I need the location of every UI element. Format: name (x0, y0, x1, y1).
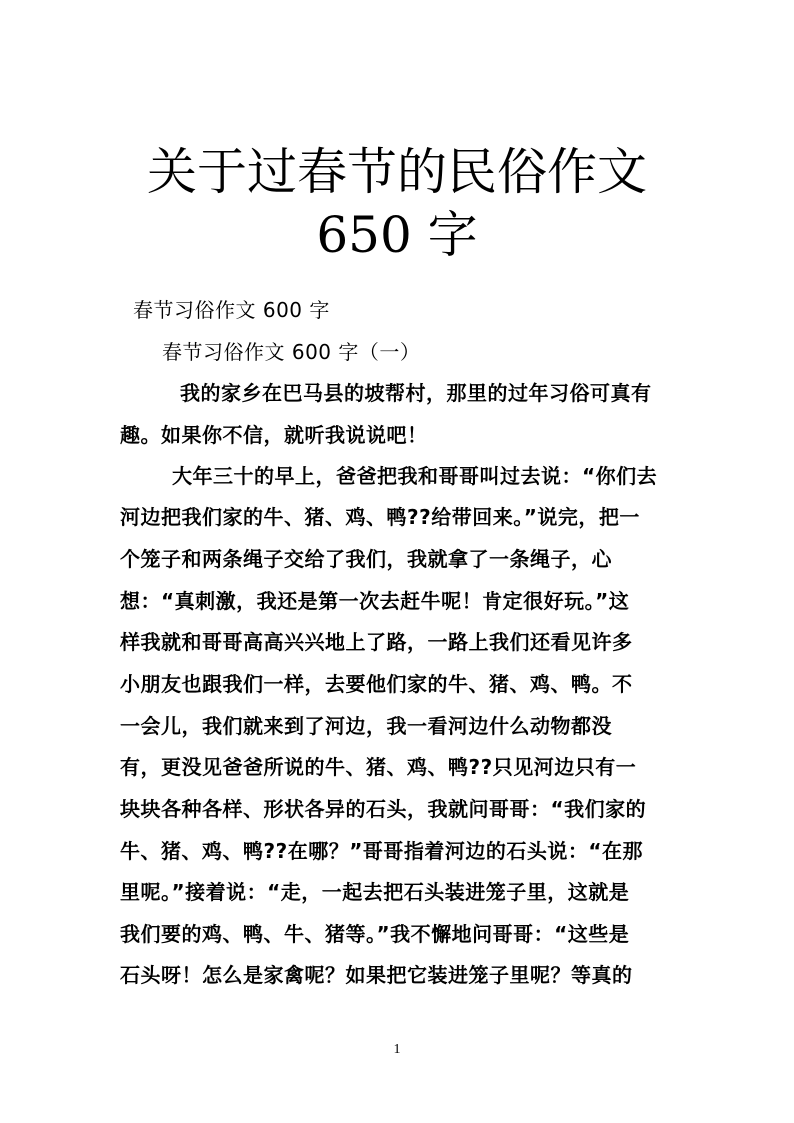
subtitle: 春节习俗作文 600 字 (133, 298, 330, 322)
document-title-line-1: 关于过春节的民俗作文 (147, 143, 647, 201)
paragraph-line: 一会儿，我们就来到了河边，我一看河边什么动物都没 (120, 714, 612, 738)
paragraph-line: 个笼子和两条绳子交给了我们，我就拿了一条绳子，心 (120, 547, 612, 571)
paragraph-line: 块块各种各样、形状各异的石头，我就问哥哥：“我们家的 (120, 797, 647, 821)
paragraph-line: 石头呀！怎么是家禽呢？如果把它装进笼子里呢？等真的 (120, 963, 633, 987)
paragraph-line: 大年三十的早上，爸爸把我和哥哥叫过去说：“你们去 (172, 464, 658, 488)
document-title-line-2: 650 字 (316, 206, 478, 264)
paragraph-line: 趣。如果你不信，就听我说说吧！ (120, 423, 428, 447)
paragraph-line: 我们要的鸡、鸭、牛、猪等。”我不懈地问哥哥：“这些是 (120, 922, 630, 946)
paragraph-line: 我的家乡在巴马县的坡帮村，那里的过年习俗可真有 (180, 381, 652, 405)
paragraph-line: 想：“真刺激，我还是第一次去赶牛呢！肯定很好玩。”这 (120, 589, 630, 613)
paragraph-line: 样我就和哥哥高高兴兴地上了路，一路上我们还看见许多 (120, 630, 633, 654)
paragraph-line: 小朋友也跟我们一样，去要他们家的牛、猪、鸡、鸭。不 (120, 672, 633, 696)
paragraph-line: 牛、猪、鸡、鸭??在哪？”哥哥指着河边的石头说：“在那 (120, 839, 643, 863)
paragraph-line: 里呢。”接着说：“走，一起去把石头装进笼子里，这就是 (120, 880, 630, 904)
section-heading: 春节习俗作文 600 字（一） (162, 340, 421, 364)
page-number: 1 (393, 1042, 401, 1057)
paragraph-line: 有，更没见爸爸所说的牛、猪、鸡、鸭??只见河边只有一 (120, 755, 637, 779)
paragraph-line: 河边把我们家的牛、猪、鸡、鸭??给带回来。”说完，把一 (120, 505, 640, 529)
